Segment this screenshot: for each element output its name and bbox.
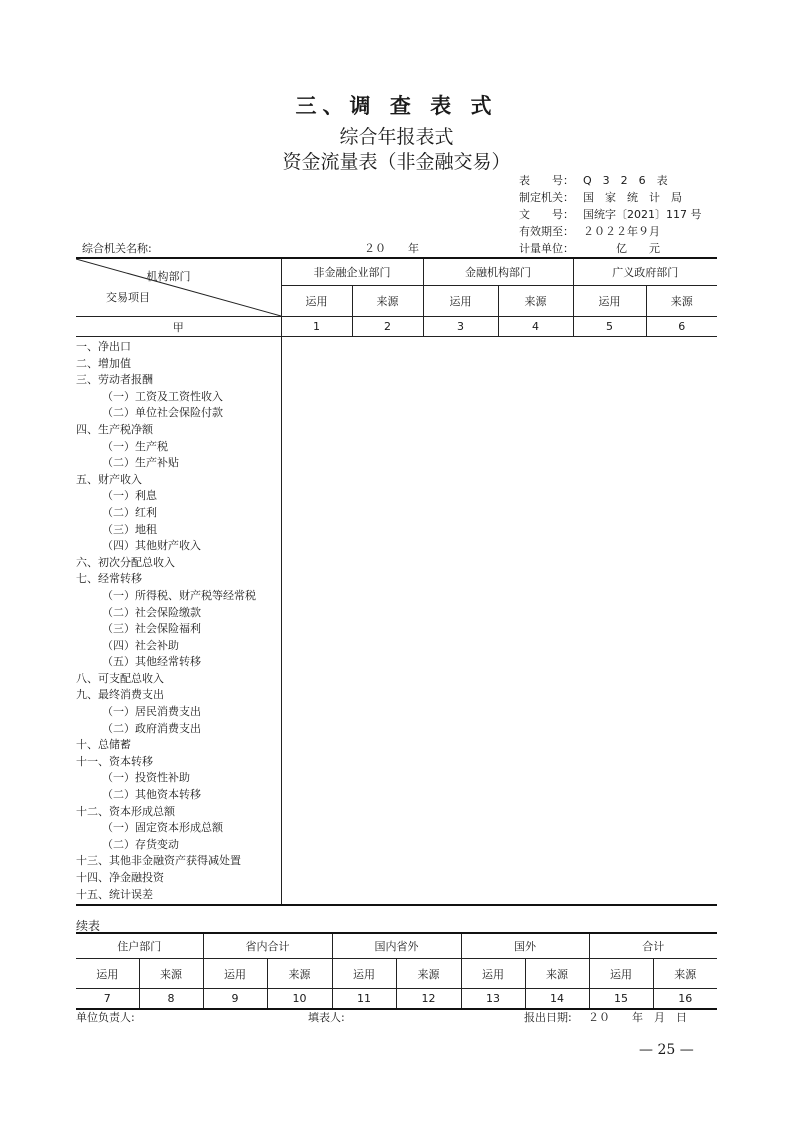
sector-header: 非金融企业部门 [281, 258, 423, 286]
table-row-label: （二）单位社会保险付款 [102, 406, 223, 420]
table-row-label: （五）其他经常转移 [102, 655, 201, 669]
table-row-label: 九、最终消费支出 [76, 688, 164, 702]
table-row-label: 十四、净金融投资 [76, 871, 164, 884]
table-row-label: 十二、资本形成总额 [76, 804, 175, 818]
row-labels [76, 337, 281, 906]
table-row-label: （三）地租 [102, 522, 157, 536]
col-number: 3 [423, 317, 498, 337]
table-row-label: 十五、统计误差 [76, 887, 153, 901]
use-header: 运用 [589, 959, 653, 989]
col-number: 12 [396, 989, 461, 1010]
table-row-label: （三）社会保险福利 [102, 622, 201, 636]
source-header: 来源 [653, 959, 717, 989]
table-row-label: 七、经常转移 [76, 572, 142, 586]
corner-bottom-label: 交易项目 [106, 291, 150, 304]
continued-table [76, 932, 717, 1010]
table-row-label: 十、总储蓄 [76, 738, 131, 752]
col-number: 4 [498, 317, 573, 337]
main-table [76, 257, 717, 906]
table-row-label: （二）其他资本转移 [102, 788, 201, 802]
table-row-label: 十一、资本转移 [76, 754, 153, 768]
row-list [76, 339, 281, 903]
year-label: ２０ 年 [364, 242, 419, 255]
col-number: 7 [76, 989, 139, 1010]
table-row-label: （一）投资性补助 [102, 771, 190, 785]
table-row-label: （二）社会保险缴款 [102, 605, 201, 619]
sector-header: 国内省外 [332, 933, 461, 959]
meta-label: 制定机关： [519, 191, 574, 204]
data-area [281, 337, 717, 906]
corner-top-label: 机构部门 [146, 270, 191, 283]
filler-label: 填表人: [308, 1011, 345, 1024]
use-header: 运用 [203, 959, 267, 989]
meta-row [519, 206, 702, 222]
col-number: 9 [203, 989, 267, 1010]
sector-header: 广义政府部门 [573, 258, 717, 286]
meta-label: 表 号： [519, 174, 574, 187]
meta-label: 文 号： [519, 208, 574, 221]
table-row-label: 六、初次分配总收入 [76, 555, 175, 569]
meta-row [519, 240, 660, 256]
sector-header: 住户部门 [76, 933, 203, 959]
table-row-label: 八、可支配总收入 [76, 671, 164, 685]
corner-header [76, 258, 281, 317]
col-number: 6 [646, 317, 717, 337]
table-row-label: （一）所得税、财产税等经常税 [102, 588, 256, 602]
sector-header: 合计 [589, 933, 717, 959]
use-header: 运用 [332, 959, 396, 989]
source-header: 来源 [396, 959, 461, 989]
title-main: 三、调 查 表 式 [295, 94, 498, 118]
col-number: 10 [267, 989, 332, 1010]
meta-row [519, 189, 682, 205]
table-row-label: （一）工资及工资性收入 [102, 389, 223, 403]
use-header: 运用 [281, 286, 352, 317]
table-row-label: （四）其他财产收入 [102, 539, 201, 553]
meta-value: 国 家 统 计 局 [583, 191, 682, 204]
use-header: 运用 [573, 286, 646, 317]
col-number: 14 [525, 989, 589, 1010]
table-row-label: （二）生产补贴 [102, 456, 179, 470]
meta-row [519, 172, 668, 188]
meta-row [519, 223, 660, 239]
table-row-label: 五、财产收入 [76, 472, 142, 486]
meta-label: 有效期至： [519, 225, 574, 238]
col-number: 5 [573, 317, 646, 337]
meta-value: 国统字〔2021〕117 号 [583, 208, 702, 221]
table-row-label: 一、净出口 [76, 340, 131, 353]
meta-value: ２０２２年９月 [583, 225, 660, 238]
code-label: 甲 [76, 317, 281, 337]
col-number: 2 [352, 317, 423, 337]
title-sub: 综合年报表式 [339, 126, 454, 148]
col-number: 13 [461, 989, 525, 1010]
source-header: 来源 [267, 959, 332, 989]
page-number: — 25 — [639, 1042, 694, 1058]
meta-value: 亿 元 [583, 242, 660, 255]
table-row-label: （一）固定资本形成总额 [102, 821, 223, 835]
responsible-label: 单位负责人: [76, 1011, 135, 1024]
source-header: 来源 [646, 286, 717, 317]
sector-header: 省内合计 [203, 933, 332, 959]
table-row-label: （二）存货变动 [102, 837, 179, 851]
table-row-label: （四）社会补助 [102, 638, 179, 652]
table-row-label: （一）居民消费支出 [102, 705, 201, 719]
col-number: 16 [653, 989, 717, 1010]
source-header: 来源 [525, 959, 589, 989]
sector-header: 国外 [461, 933, 589, 959]
source-header: 来源 [139, 959, 203, 989]
date-value: ２０ 年 月 日 [588, 1011, 687, 1024]
table-row-label: 四、生产税净额 [76, 422, 153, 436]
table-row-label: 三、劳动者报酬 [76, 373, 153, 387]
table-row-label: 二、增加值 [76, 356, 131, 370]
table-row-label: （一）生产税 [102, 439, 168, 453]
table-row-label: （一）利息 [102, 489, 157, 503]
col-number: 8 [139, 989, 203, 1010]
table-row-label: （二）红利 [102, 505, 157, 519]
table-row-label: 十三、其他非金融资产获得减处置 [76, 854, 241, 868]
source-header: 来源 [498, 286, 573, 317]
source-header: 来源 [352, 286, 423, 317]
title-table: 资金流量表（非金融交易） [282, 151, 511, 173]
meta-label: 计量单位： [519, 242, 574, 255]
org-label: 综合机关名称: [82, 242, 152, 255]
col-number: 1 [281, 317, 352, 337]
date-label: 报出日期: [524, 1011, 572, 1024]
col-number: 11 [332, 989, 396, 1010]
continued-label: 续表 [76, 919, 101, 933]
meta-value: Q 3 2 6 表 [583, 174, 668, 187]
col-number: 15 [589, 989, 653, 1010]
use-header: 运用 [461, 959, 525, 989]
sector-header: 金融机构部门 [423, 258, 573, 286]
table-row-label: （二）政府消费支出 [102, 721, 201, 735]
use-header: 运用 [76, 959, 139, 989]
use-header: 运用 [423, 286, 498, 317]
